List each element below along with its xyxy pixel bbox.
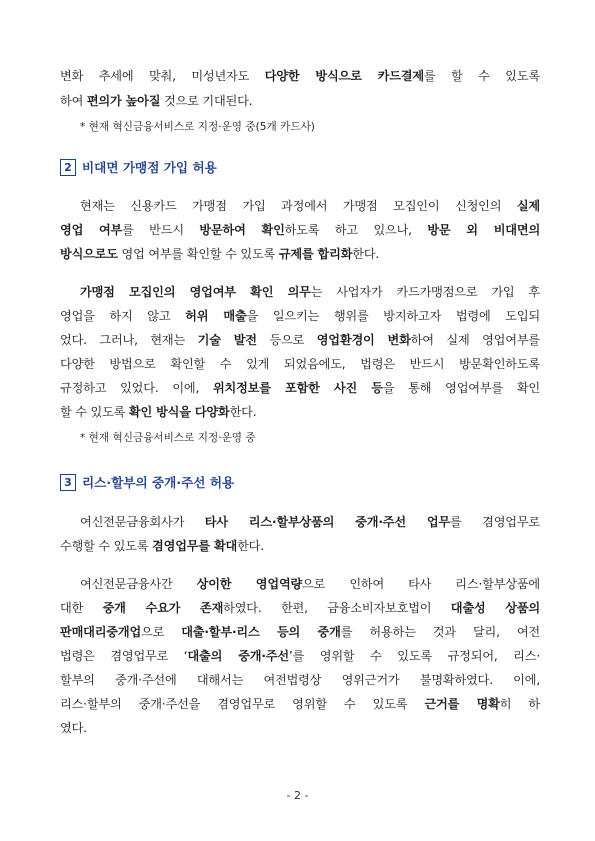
page-number: - 2 - (286, 789, 309, 802)
text-line: 었다. 그러나, 현재는 기술 발전 등으로 영업환경이 변화하여 실제 영업여부를 (60, 333, 540, 347)
text-line: 영업 여부를 반드시 방문하여 확인하도록 하고 있으나, 방문 외 비대면의 (60, 223, 541, 237)
text-line: 변화 추세에 맞춰, 미성년자도 다양한 방식으로 카드결제를 할 수 있도록 (60, 69, 541, 83)
text-line: 다양한 방법으로 확인할 수 있게 되었음에도, 법령은 반드시 방문확인하도록 (60, 357, 540, 371)
section-number-box: 2 (60, 159, 76, 176)
text-line: 여신전문금융사간 상이한 영업역량으로 인하여 타사 리스·할부상품에 (80, 577, 540, 591)
text-line: 할부의 중개·주선에 대해서는 여전법령상 영위근거가 불명확하였다. 이에, (60, 673, 540, 687)
text-line: 방식으로도 영업 여부를 확인할 수 있도록 규제를 합리화한다. (60, 247, 380, 261)
section-number-box: 3 (60, 474, 76, 491)
text-line: 판매대리중개업으로 대출·할부·리스 등의 중개를 허용하는 것과 달리, 여전 (60, 625, 540, 639)
text-line: 규정하고 있었다. 이에, 위치정보를 포함한 사진 등을 통해 영업여부를 확인 (60, 381, 540, 395)
section-heading (60, 474, 234, 492)
text-line: 하여 편의가 높아질 것으로 기대된다. (60, 94, 253, 108)
text-line: 대한 중개 수요가 존재하였다. 한편, 금융소비자보호법이 대출성 상품의 (60, 601, 540, 615)
text-line: 현재는 신용카드 가맹점 가입 과정에서 가맹점 모집인이 신청인의 실제 (80, 199, 540, 213)
footnote: * 현재 혁신금융서비스로 지정·운영 중 (80, 432, 256, 444)
text-line: 법령은 겸영업무로 ‘대출의 중개·주선’를 영위할 수 있도록 규정되어, 리스· (60, 649, 540, 663)
text-line: 수행할 수 있도록 겸영업무를 확대한다. (60, 539, 264, 553)
text-line: 할 수 있도록 확인 방식을 다양화한다. (60, 405, 257, 419)
section-title: 비대면 가맹점 가입 허용 (82, 160, 217, 175)
text-line: 영업을 하지 않고 허위 매출을 일으키는 행위를 방지하고자 법령에 도입되 (60, 309, 540, 323)
text-line: 리스·할부의 중개·주선을 겸영업무로 영위할 수 있도록 근거를 명확히 하 (60, 697, 540, 711)
text-line: 여신전문금융회사가 타사 리스·할부상품의 중개·주선 업무를 겸영업무로 (80, 515, 540, 529)
text-line: 가맹점 모집인의 영업여부 확인 의무는 사업자가 카드가맹점으로 가입 후 (80, 285, 540, 299)
section-title: 리스·할부의 중개·주선 허용 (82, 475, 235, 490)
section-heading (60, 159, 217, 177)
text-line: 였다. (60, 721, 87, 735)
footnote: * 현재 혁신금융서비스로 지정·운영 중(5개 카드사) (80, 121, 315, 133)
